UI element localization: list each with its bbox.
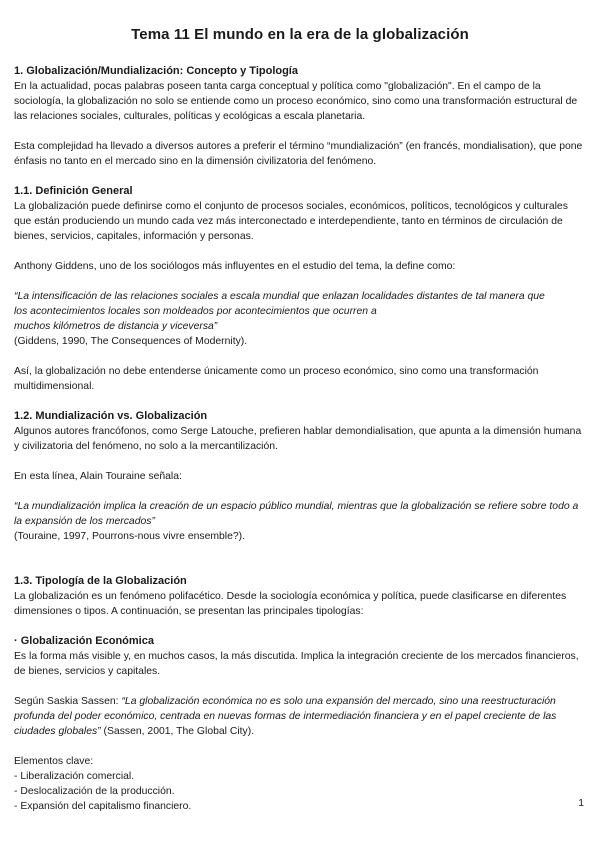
giddens-quote — [14, 289, 586, 334]
sassen-lead: Según Saskia Sassen: — [14, 696, 122, 707]
economic-globalization-heading: · Globalización Económica — [14, 635, 154, 647]
section-1-1-paragraph-1: La globalización puede definirse como el conjunto de procesos sociales, económicos, políticos, tecnológicos y culturales que están produciendo un mundo cada vez más interconectado e interdependiente, tanto en términos de circulación de bienes, servicios, capitales, información y personas. — [14, 201, 568, 242]
section-1-1-paragraph-3: Así, la globalización no debe entenderse únicamente como un proceso económico, sino como una transformación multidimensional. — [14, 366, 539, 392]
page-number: 1 — [578, 798, 584, 809]
giddens-quote-line-2: los acontecimientos locales son moldeados por acontecimientos que ocurren a — [14, 306, 377, 317]
section-1-2-paragraph-1: Algunos autores francófonos, como Serge Latouche, prefieren hablar demondialisation, que apunta a la dimensión humana y civilizatoria del fenómeno, no solo a la mercantilización. — [14, 426, 582, 452]
giddens-citation: (Giddens, 1990, The Consequences of Modernity). — [14, 336, 248, 347]
document-title: Tema 11 El mundo en la era de la globalización — [131, 26, 469, 43]
touraine-quote: “La mundialización implica la creación de un espacio público mundial, mientras que la globalización se refiere sobre todo a la expansión de los mercados” — [14, 501, 579, 527]
document-page — [14, 26, 586, 814]
sassen-quote: “La globalización económica no es solo una expansión del mercado, sino una reestructuración profunda del poder económico, centrada en nuevas formas de intermediación financiera y en el papel creciente de las ciudades globales” — [14, 696, 557, 737]
section-1-paragraph-2: Esta complejidad ha llevado a diversos autores a preferir el término “mundialización” (en francés, mondialisation), que pone énfasis no tanto en el mercado sino en la dimensión civilizatoria del fenómeno. — [14, 141, 583, 167]
touraine-citation: (Touraine, 1997, Pourrons-nous vivre ensemble?). — [14, 531, 246, 542]
giddens-quote-line-3: muchos kilómetros de distancia y viceversa” — [14, 321, 218, 332]
section-1-2-paragraph-2: En esta línea, Alain Touraine señala: — [14, 471, 182, 482]
section-1-3-paragraph-1: La globalización es un fenómeno polifacético. Desde la sociología económica y política, puede clasificarse en diferentes dimensiones o tipos. A continuación, se presentan las principales tipologías: — [14, 591, 567, 617]
section-1-3-heading: 1.3. Tipología de la Globalización — [14, 575, 187, 587]
section-1-2-heading: 1.2. Mundialización vs. Globalización — [14, 410, 208, 422]
section-1-paragraph-1: En la actualidad, pocas palabras poseen tanta carga conceptual y política como "globalización". En el campo de la sociología, la globalización no solo se entiende como un proceso económico, sino como una transformación estructural de las relaciones sociales, culturales, políticas y ecológicas a escala planetaria. — [14, 81, 578, 122]
key-element-item: - Liberalización comercial. — [14, 771, 135, 782]
sassen-citation: (Sassen, 2001, The Global City). — [100, 726, 255, 737]
sassen-paragraph — [14, 694, 586, 739]
section-1-1-paragraph-2: Anthony Giddens, uno de los sociólogos más influyentes en el estudio del tema, la define como: — [14, 261, 456, 272]
key-elements-title: Elementos clave: — [14, 756, 94, 767]
key-element-item: - Expansión del capitalismo financiero. — [14, 801, 192, 812]
giddens-quote-line-1: “La intensificación de las relaciones sociales a escala mundial que enlazan localidades distantes de tal manera que — [14, 291, 545, 302]
economic-globalization-paragraph: Es la forma más visible y, en muchos casos, la más discutida. Implica la integración creciente de los mercados financieros, de bienes, servicios y capitales. — [14, 651, 579, 677]
key-element-item: - Deslocalización de la producción. — [14, 786, 175, 797]
section-1-1-heading: 1.1. Definición General — [14, 185, 133, 197]
section-1-heading: 1. Globalización/Mundialización: Concepto y Tipología — [14, 65, 298, 77]
